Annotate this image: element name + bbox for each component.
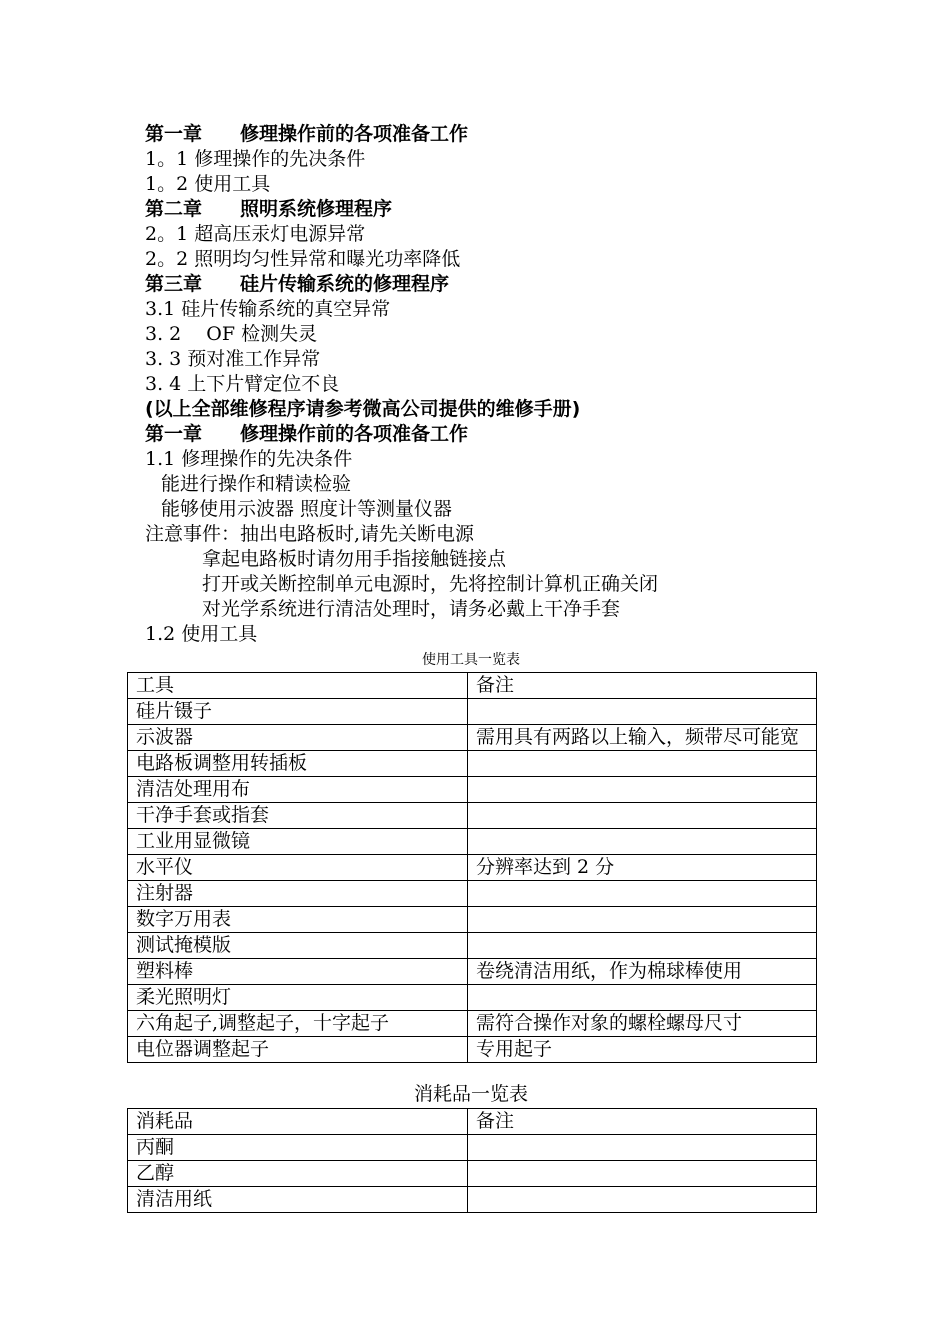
table-cell: 数字万用表 (128, 907, 468, 933)
table-cell (468, 1161, 817, 1187)
table-row (128, 725, 817, 751)
table-row (128, 1161, 817, 1187)
table-cell: 工业用显微镜 (128, 829, 468, 855)
table-of-contents (145, 122, 845, 647)
toc-item: 1。1 修理操作的先决条件 (145, 148, 366, 170)
table-header-row (128, 1109, 817, 1135)
section-1-2-heading: 1.2 使用工具 (145, 623, 258, 645)
table-cell (468, 829, 817, 855)
table-header-cell: 消耗品 (128, 1109, 468, 1135)
table-cell: 干净手套或指套 (128, 803, 468, 829)
table-row (128, 907, 817, 933)
notice-item: 拿起电路板时请勿用手指接触链接点 (202, 548, 507, 570)
table-row (128, 829, 817, 855)
table-cell (468, 803, 817, 829)
table-cell: 柔光照明灯 (128, 985, 468, 1011)
table-cell (468, 751, 817, 777)
table-row (128, 985, 817, 1011)
prerequisite-item: 能够使用示波器 照度计等测量仪器 (161, 498, 453, 520)
toc-chapter-3: 第三章 硅片传输系统的修理程序 (145, 273, 450, 295)
notice-item: 打开或关断控制单元电源时，先将控制计算机正确关闭 (202, 573, 659, 595)
table-header-cell: 工具 (128, 673, 468, 699)
table-cell (468, 907, 817, 933)
notice-label: 注意事件：抽出电路板时,请先关断电源 (145, 523, 475, 545)
table-cell (468, 1187, 817, 1213)
table-cell (468, 881, 817, 907)
table-cell: 电位器调整起子 (128, 1037, 468, 1063)
table-cell: 专用起子 (468, 1037, 817, 1063)
toc-chapter-2: 第二章 照明系统修理程序 (145, 198, 393, 220)
table-cell: 注射器 (128, 881, 468, 907)
table-cell: 需符合操作对象的螺栓螺母尺寸 (468, 1011, 817, 1037)
chapter-1-heading: 第一章 修理操作前的各项准备工作 (145, 423, 469, 445)
notice-item: 对光学系统进行清洁处理时，请务必戴上干净手套 (202, 598, 621, 620)
table-cell: 卷绕清洁用纸，作为棉球棒使用 (468, 959, 817, 985)
table-row (128, 777, 817, 803)
table-cell: 乙醇 (128, 1161, 468, 1187)
table-cell: 丙酮 (128, 1135, 468, 1161)
toc-note: (以上全部维修程序请参考微高公司提供的维修手册) (145, 398, 581, 420)
table-row (128, 933, 817, 959)
toc-item: 3. 3 预对准工作异常 (145, 348, 321, 370)
table-cell: 硅片镊子 (128, 699, 468, 725)
table-row (128, 855, 817, 881)
section-1-1-heading: 1.1 修理操作的先决条件 (145, 448, 353, 470)
table-row (128, 1037, 817, 1063)
table-row (128, 959, 817, 985)
table-header-cell: 备注 (468, 1109, 817, 1135)
tools-table (127, 672, 817, 1063)
toc-item: 1。2 使用工具 (145, 173, 271, 195)
table-cell: 清洁处理用布 (128, 777, 468, 803)
table-cell (468, 1135, 817, 1161)
table-cell (468, 777, 817, 803)
tools-table-caption: 使用工具一览表 (422, 652, 520, 668)
toc-item: 2。1 超高压汞灯电源异常 (145, 223, 366, 245)
table-row (128, 1187, 817, 1213)
toc-item: 2。2 照明均匀性异常和曝光功率降低 (145, 248, 461, 270)
table-row (128, 1135, 817, 1161)
table-row (128, 699, 817, 725)
table-cell: 水平仪 (128, 855, 468, 881)
table-cell: 分辨率达到 2 分 (468, 855, 817, 881)
table-cell (468, 985, 817, 1011)
table-cell: 清洁用纸 (128, 1187, 468, 1213)
consumables-table (127, 1108, 817, 1213)
table-header-row (128, 673, 817, 699)
table-row (128, 751, 817, 777)
table-row (128, 803, 817, 829)
table-cell: 示波器 (128, 725, 468, 751)
table-row (128, 881, 817, 907)
table-cell: 需用具有两路以上输入，频带尽可能宽 (468, 725, 817, 751)
toc-item: 3.1 硅片传输系统的真空异常 (145, 298, 391, 320)
table-cell: 塑料棒 (128, 959, 468, 985)
consumables-table-caption: 消耗品一览表 (413, 1083, 528, 1105)
prerequisite-item: 能进行操作和精读检验 (161, 473, 352, 495)
toc-chapter-1: 第一章 修理操作前的各项准备工作 (145, 123, 469, 145)
table-cell: 电路板调整用转插板 (128, 751, 468, 777)
table-cell: 测试掩模版 (128, 933, 468, 959)
table-cell (468, 699, 817, 725)
toc-item: 3. 4 上下片臂定位不良 (145, 373, 340, 395)
toc-item: 3. 2 OF 检测失灵 (145, 323, 318, 345)
table-cell: 六角起子,调整起子，十字起子 (128, 1011, 468, 1037)
table-header-cell: 备注 (468, 673, 817, 699)
table-row (128, 1011, 817, 1037)
table-cell (468, 933, 817, 959)
